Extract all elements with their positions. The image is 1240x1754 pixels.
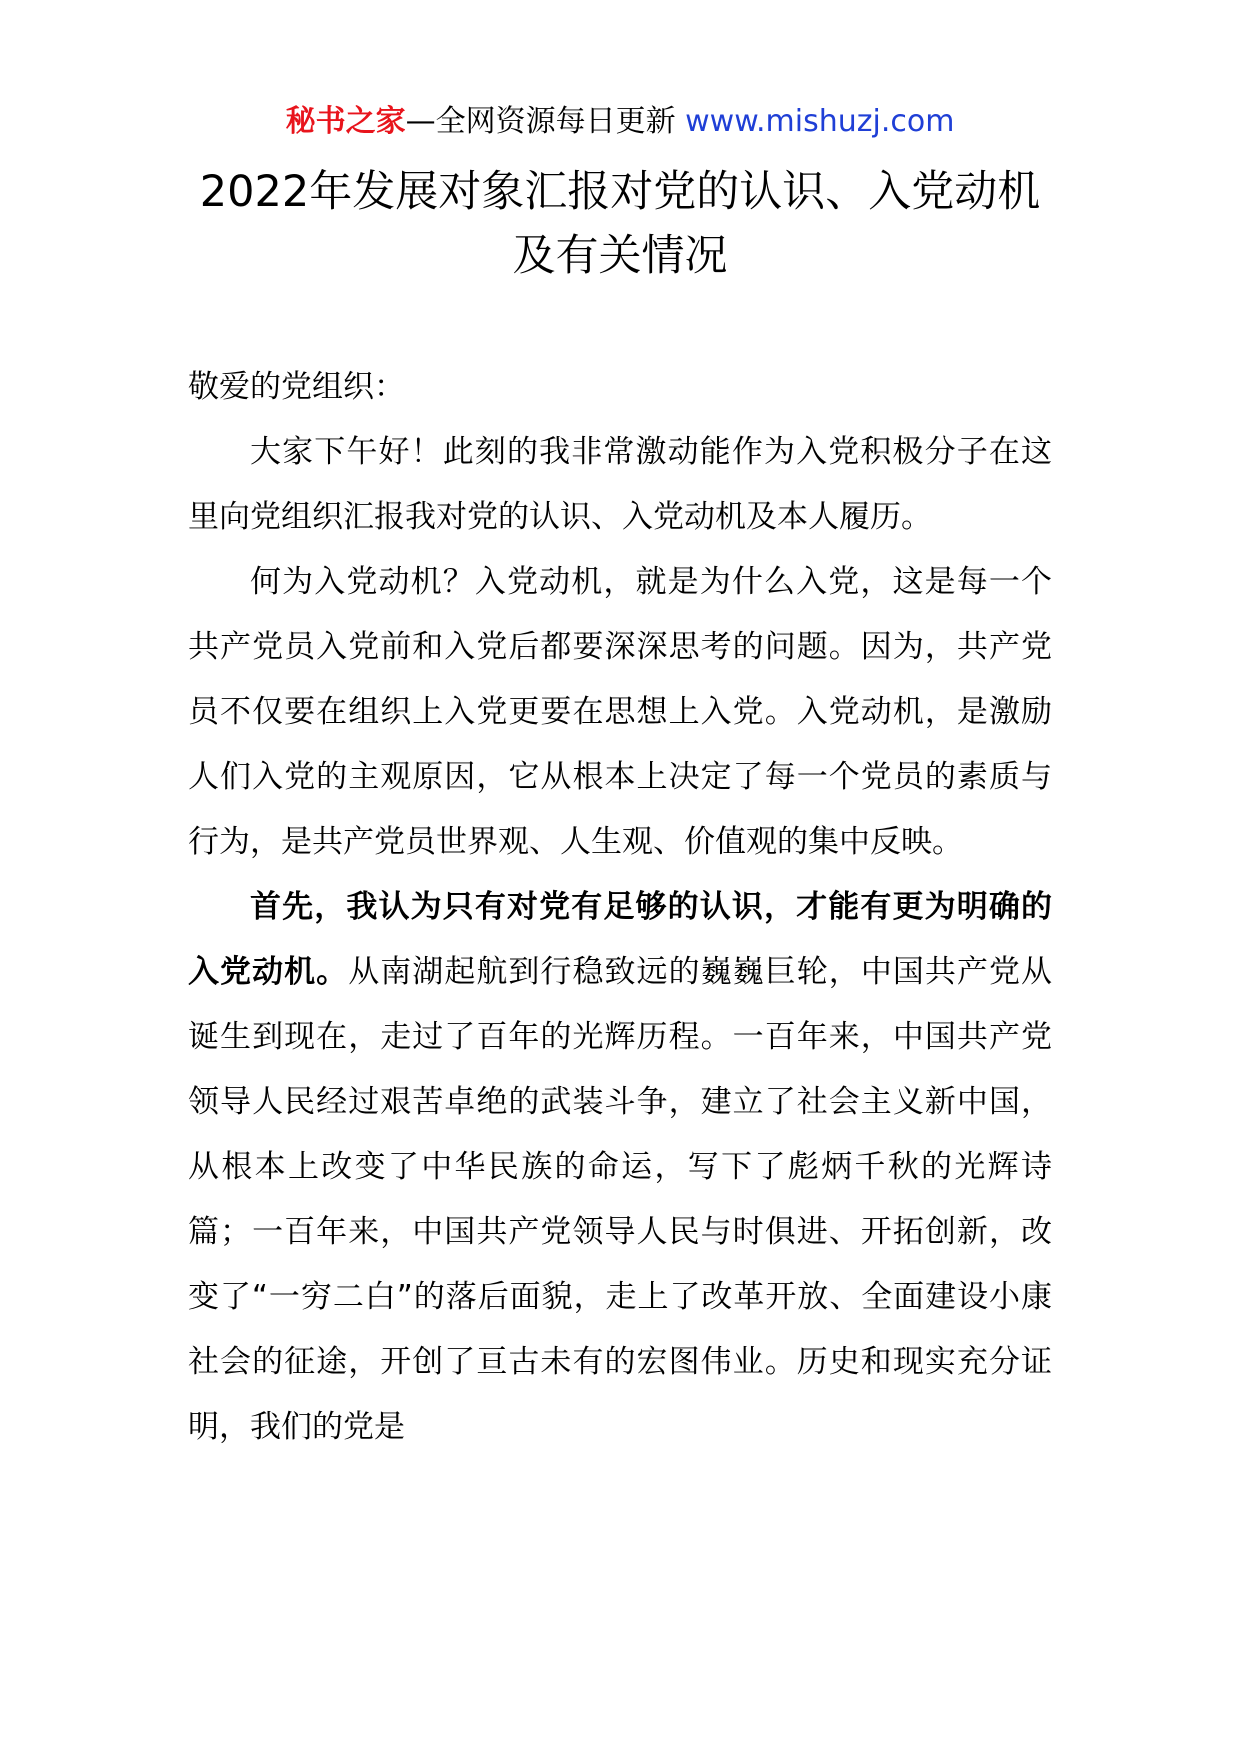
header-tagline: —全网资源每日更新 <box>405 104 676 139</box>
paragraph-history-text: 从南湖起航到行稳致远的巍巍巨轮，中国共产党从诞生到现在，走过了百年的光辉历程。一百年来，中国共产党领导人民经过艰苦卓绝的武装斗争，建立了社会主义新中国，从根本上改变了中华民族的命运，写下了彪炳千秋的光辉诗篇；一百年来，中国共产党领导人民与时俱进、开拓创新，改变了“一穷二白”的落后面貌，走上了改革开放、全面建设小康社会的征途，开创了亘古未有的宏图伟业。历史和现实充分证明，我们的党是 <box>188 954 1053 1445</box>
salutation: 敬爱的党组织： <box>188 369 405 405</box>
paragraph-lead-sentence: 首先，我认为只有对党有足够的认识，才能有更为明确的入党动机。 <box>188 889 1052 990</box>
header-url-link[interactable]: www.mishuzj.com <box>685 104 955 139</box>
paragraph-motivation-definition: 何为入党动机？入党动机，就是为什么入党，这是每一个共产党员入党前和入党后都要深深思考的问题。因为，共产党员不仅要在组织上入党更要在思想上入党。入党动机，是激励人们入党的主观原因，它从根本上决定了每一个党员的素质与行为，是共产党员世界观、人生观、价值观的集中反映。 <box>188 564 1052 860</box>
paragraph-understanding <box>188 875 1052 1460</box>
document-body <box>188 355 1052 1460</box>
header-brand: 秘书之家 <box>285 104 406 139</box>
page-header <box>0 100 1240 144</box>
paragraph-greeting: 大家下午好！此刻的我非常激动能作为入党积极分子在这里向党组织汇报我对党的认识、入党动机及本人履历。 <box>188 434 1052 535</box>
document-title: 2022年发展对象汇报对党的认识、入党动机及有关情况 <box>199 167 1041 281</box>
